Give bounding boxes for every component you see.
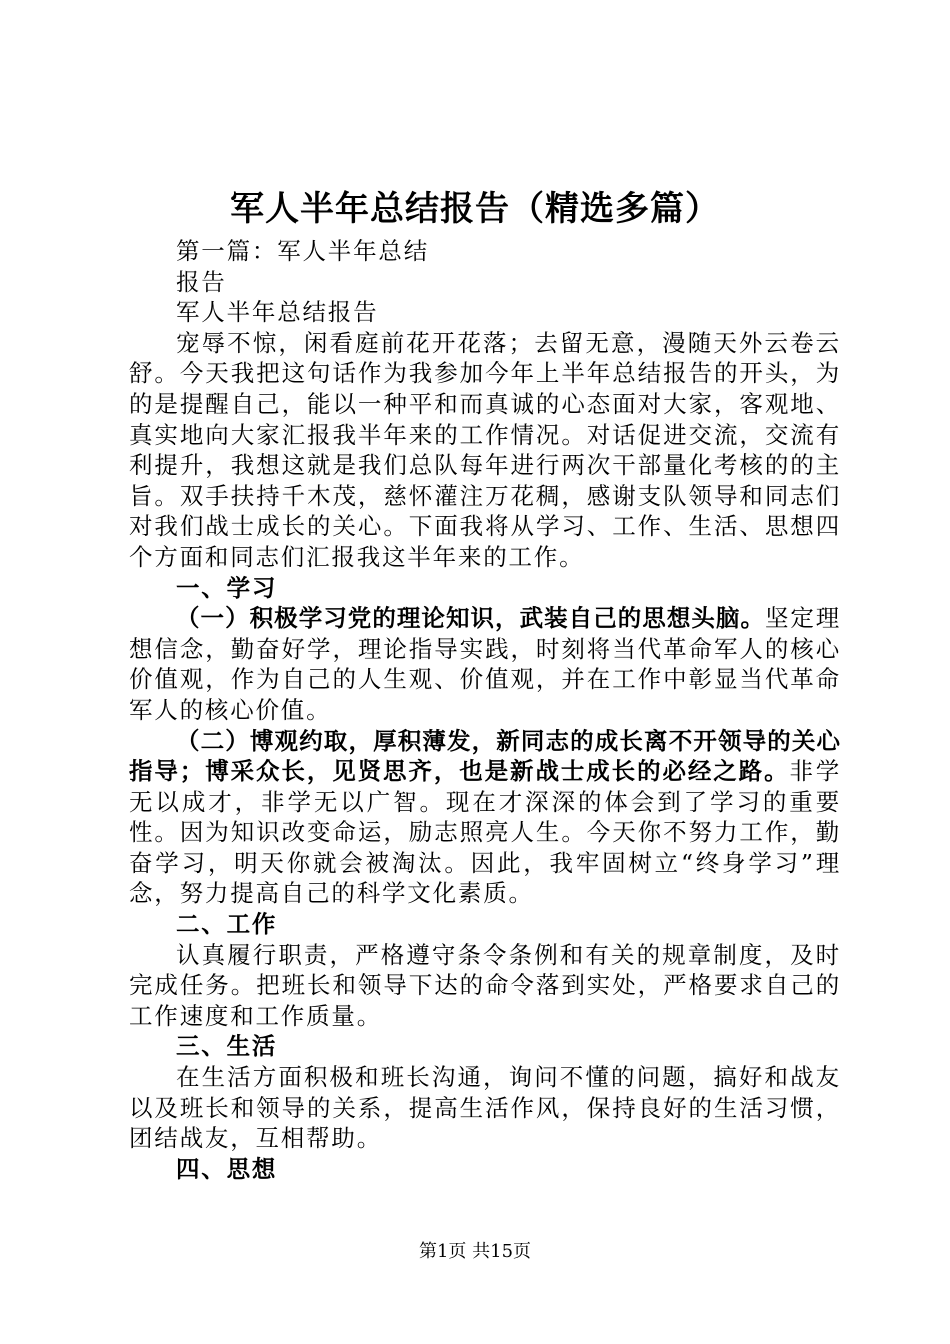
paragraph-part-heading: 第一篇：军人半年总结: [176, 237, 429, 265]
paragraph-study-1-lead: （一）积极学习党的理论知识，武装自己的思想头脑。: [176, 604, 766, 633]
paragraph-work: 认真履行职责，严格遵守条令条例和有关的规章制度，及时完成任务。把班长和领导下达的命令落到实处，严格要求自己的工作速度和工作质量。: [129, 940, 841, 1030]
paragraph-study-2: [129, 726, 841, 910]
section-heading-study: 一、学习: [176, 573, 278, 602]
document-title: 军人半年总结报告（精选多篇）: [230, 189, 720, 229]
section-heading-work: 二、工作: [176, 910, 278, 939]
paragraph-life: 在生活方面积极和班长沟通，询问不懂的问题，搞好和战友以及班长和领导的关系，提高生活作风，保持良好的生活习惯，团结战友，互相帮助。: [129, 1063, 841, 1153]
document-body: [129, 236, 841, 1184]
paragraph-study-2-body: 非学无以成才，非学无以广智。现在才深深的体会到了学习的重要性。因为知识改变命运，励志照亮人生。今天你不努力工作，勤奋学习，明天你就会被淘汰。因此，我牢固树立“终身学习”理念，努力提高自己的科学文化素质。: [129, 757, 842, 908]
section-heading-thought: 四、思想: [176, 1154, 278, 1183]
page-footer: 第1页 共15页: [418, 1241, 532, 1262]
paragraph-intro: 宠辱不惊，闲看庭前花开花落；去留无意，漫随天外云卷云舒。今天我把这句话作为我参加今年上半年总结报告的开头，为的是提醒自己，能以一种平和而真诚的心态面对大家，客观地、真实地向大家汇报我半年来的工作情况。对话促进交流，交流有利提升，我想这就是我们总队每年进行两次干部量化考核的的主旨。双手扶持千木茂，慈怀灌注万花稠，感谢支队领导和同志们对我们战士成长的关心。下面我将从学习、工作、生活、思想四个方面和同志们汇报我这半年来的工作。: [129, 328, 841, 571]
paragraph-study-1-body: 坚定理想信念，勤奋好学，理论指导实践，时刻将当代革命军人的核心价值观，作为自己的人生观、价值观，并在工作中彰显当代革命军人的核心价值。: [129, 604, 841, 724]
paragraph-part-heading-cont: 报告: [176, 267, 227, 296]
section-heading-life: 三、生活: [176, 1032, 278, 1061]
paragraph-subtitle: 军人半年总结报告: [176, 298, 379, 327]
paragraph-study-2-lead: （二）博观约取，厚积薄发，新同志的成长离不开领导的关心指导；博采众长，见贤思齐，也是新战士成长的必经之路。: [129, 726, 841, 786]
paragraph-study-1: [129, 603, 841, 725]
